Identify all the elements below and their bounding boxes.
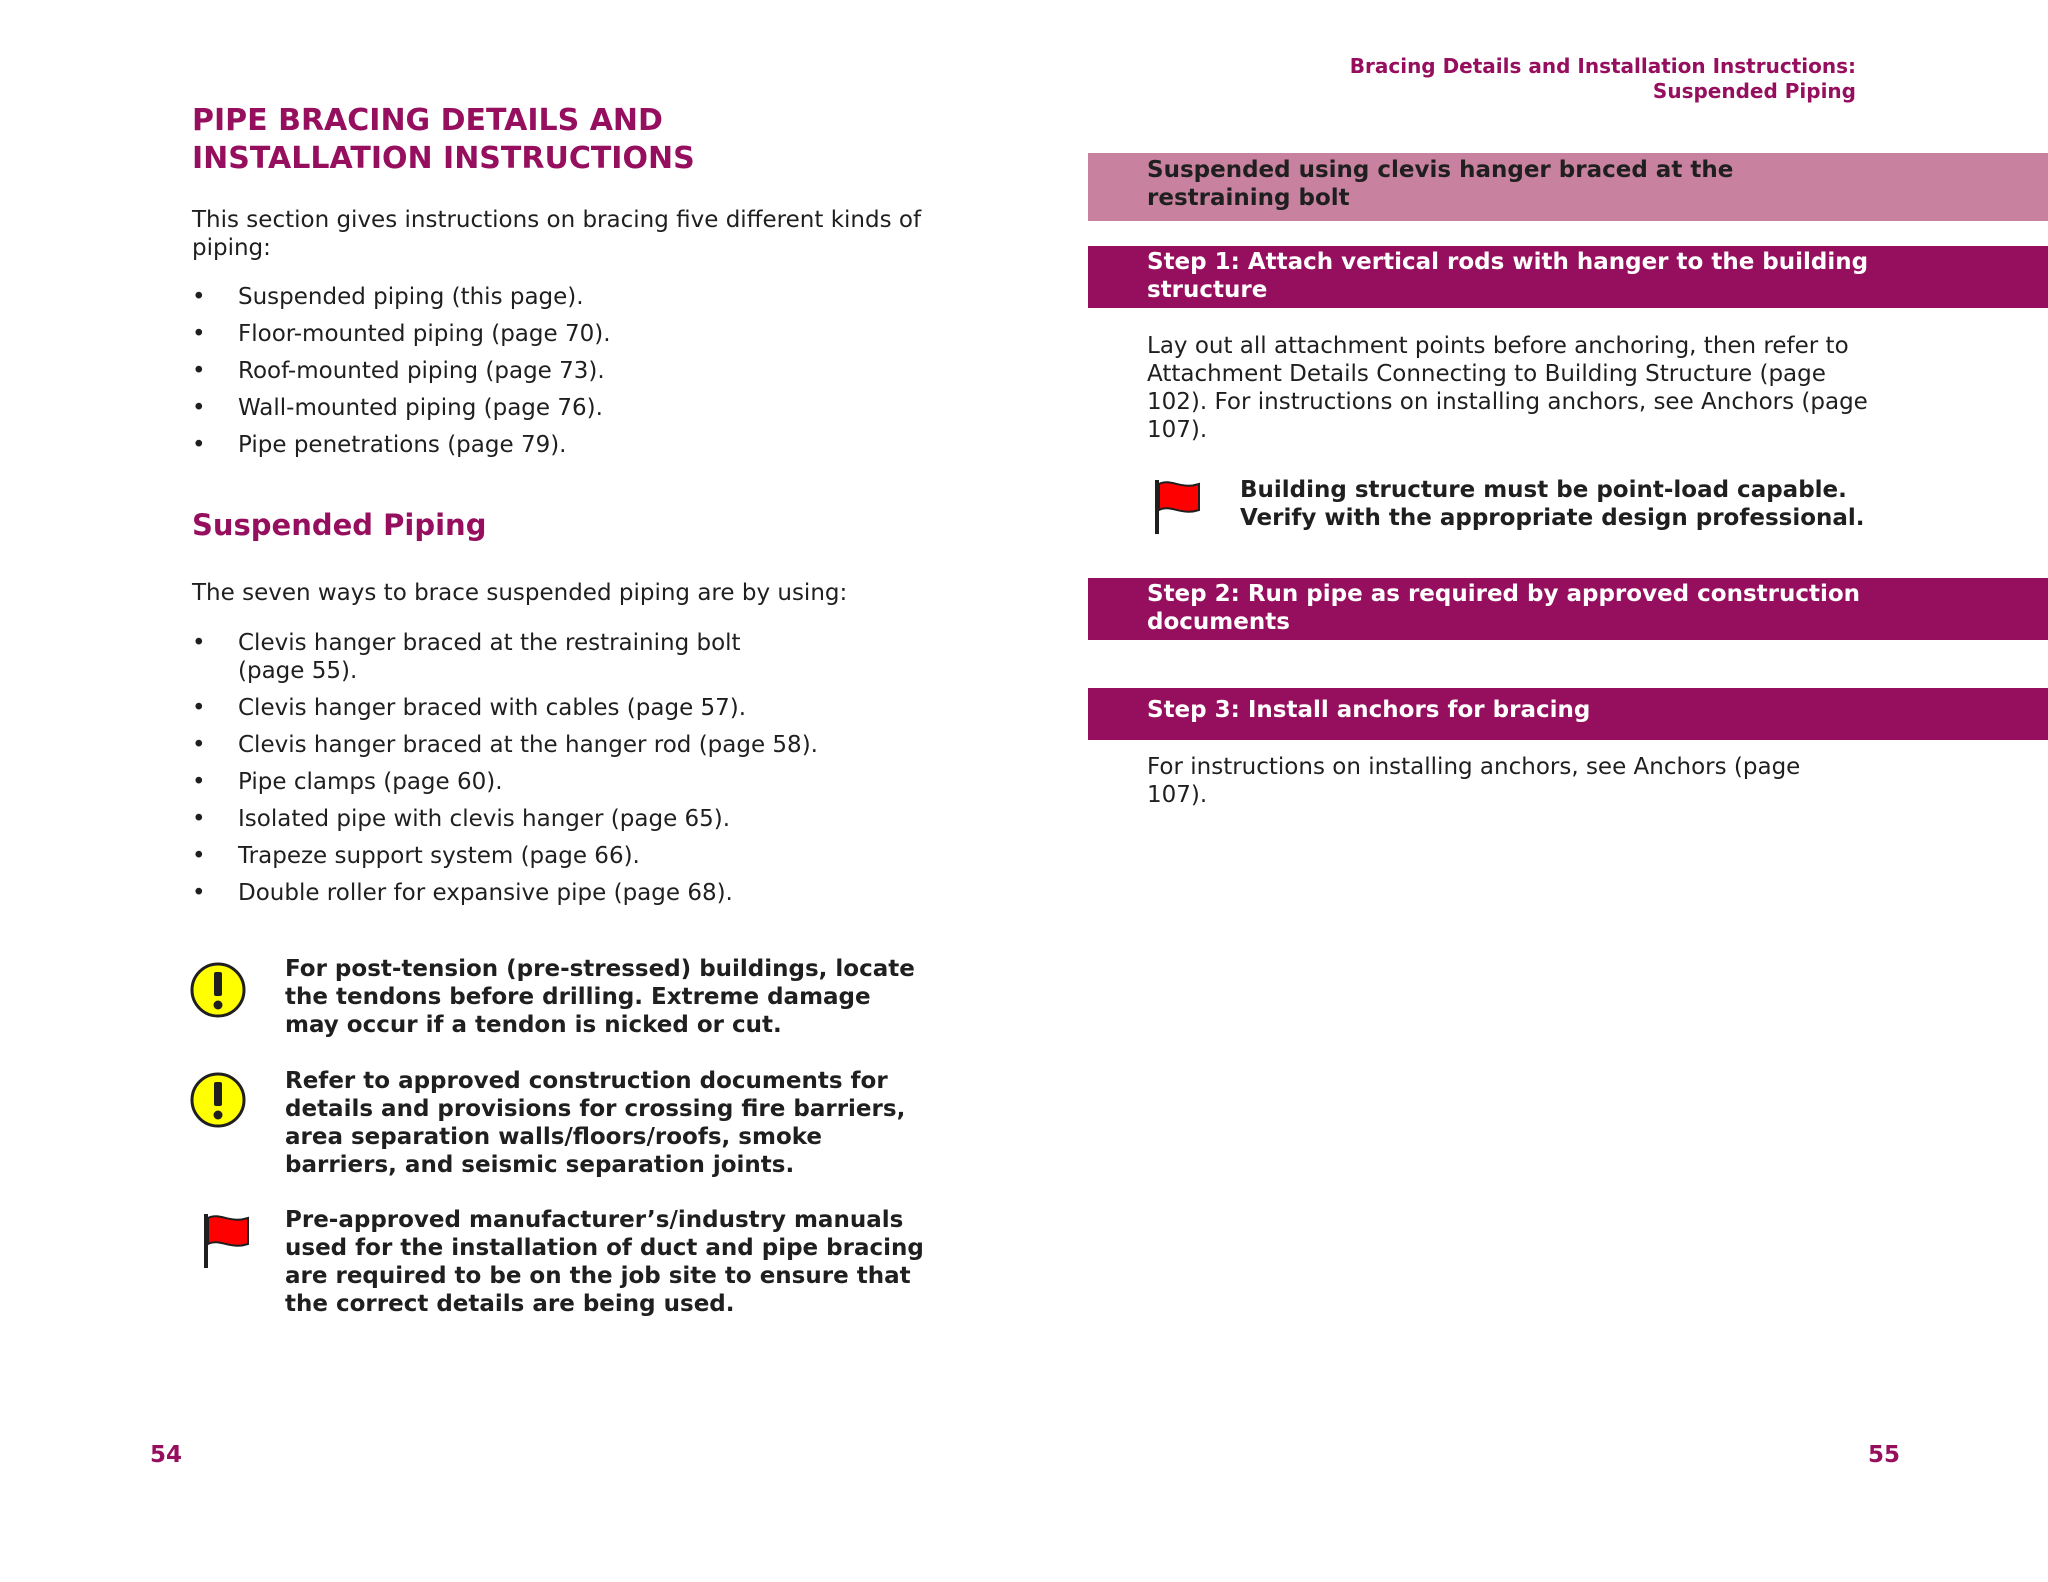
page-number-right: 55 <box>1868 1442 1901 1468</box>
bullet-icon: • <box>192 843 206 869</box>
piping-kinds-list <box>192 283 932 468</box>
running-header <box>1350 54 1856 104</box>
list-item: • Trapeze support system (page 66). <box>192 843 640 869</box>
list-item: • Floor-mounted piping (page 70). <box>192 321 611 347</box>
page-number-left: 54 <box>150 1442 183 1468</box>
list-item: • Clevis hanger braced at the restraining bolt (page 55). <box>192 630 741 684</box>
bullet-icon: • <box>192 284 206 310</box>
step-1-bar <box>1088 246 2048 308</box>
step-1-label: Step 1: Attach vertical rods with hanger to the building structure <box>1147 249 1869 303</box>
warning-icon <box>188 1070 248 1130</box>
list-item: • Double roller for expansive pipe (page 68). <box>192 880 733 906</box>
page-title-line-1: PIPE BRACING DETAILS AND <box>192 103 663 138</box>
bullet-icon: • <box>192 395 206 421</box>
running-header-line-1: Bracing Details and Installation Instructions: <box>1349 54 1856 78</box>
page-title-line-2: INSTALLATION INSTRUCTIONS <box>192 141 695 176</box>
step-3-bar <box>1088 688 2048 740</box>
section-title: Suspended Piping <box>192 508 487 542</box>
note-tendons: For post-tension (pre-stressed) buildings, locate the tendons before drilling. Extreme damage may occur if a tendon is nicked or cut. <box>285 956 915 1038</box>
red-flag-icon <box>202 1210 262 1270</box>
bullet-icon: • <box>192 321 206 347</box>
step-2-bar <box>1088 578 2048 640</box>
list-item: • Clevis hanger braced at the hanger rod (page 58). <box>192 732 818 758</box>
note-manuals: Pre-approved manufacturer’s/industry manuals used for the installation of duct and pipe bracing are required to be on the job site to ensure that the correct details are being used. <box>285 1207 924 1317</box>
bullet-icon: • <box>192 806 206 832</box>
list-item: • Roof-mounted piping (page 73). <box>192 358 605 384</box>
red-flag-icon <box>1153 476 1213 536</box>
list-item: • Wall-mounted piping (page 76). <box>192 395 603 421</box>
note-point-load: Building structure must be point-load capable. Verify with the appropriate design professional. <box>1240 477 1865 531</box>
page-title <box>192 102 892 178</box>
note-fire-barriers: Refer to approved construction documents for details and provisions for crossing fire barriers, area separation walls/floors/roofs, smoke barriers, and seismic separation joints. <box>285 1068 906 1178</box>
method-bar <box>1088 153 2048 221</box>
step-3-label: Step 3: Install anchors for bracing <box>1147 697 1591 723</box>
bullet-icon: • <box>192 769 206 795</box>
step-1-paragraph: Lay out all attachment points before anchoring, then refer to Attachment Details Connecting to Building Structure (page 102). For instructions on installing anchors, see Anchors (page 107). <box>1147 333 1868 443</box>
list-item: • Isolated pipe with clevis hanger (page 65). <box>192 806 731 832</box>
bracing-ways-list <box>192 629 932 916</box>
intro-paragraph: This section gives instructions on bracing five different kinds of piping: <box>192 207 922 261</box>
list-item: • Pipe penetrations (page 79). <box>192 432 567 458</box>
bullet-icon: • <box>192 630 206 656</box>
bullet-icon: • <box>192 432 206 458</box>
list-item: • Pipe clamps (page 60). <box>192 769 503 795</box>
list-item: • Suspended piping (this page). <box>192 284 584 310</box>
ways-intro-paragraph: The seven ways to brace suspended piping are by using: <box>192 580 848 606</box>
bullet-icon: • <box>192 732 206 758</box>
bullet-icon: • <box>192 695 206 721</box>
step-3-paragraph: For instructions on installing anchors, see Anchors (page 107). <box>1147 754 1801 808</box>
warning-icon <box>188 960 248 1020</box>
running-header-line-2: Suspended Piping <box>1652 79 1856 103</box>
step-2-label: Step 2: Run pipe as required by approved construction documents <box>1147 581 1861 635</box>
bullet-icon: • <box>192 358 206 384</box>
bullet-icon: • <box>192 880 206 906</box>
list-item: • Clevis hanger braced with cables (page 57). <box>192 695 747 721</box>
method-bar-label: Suspended using clevis hanger braced at the restraining bolt <box>1147 157 1734 211</box>
